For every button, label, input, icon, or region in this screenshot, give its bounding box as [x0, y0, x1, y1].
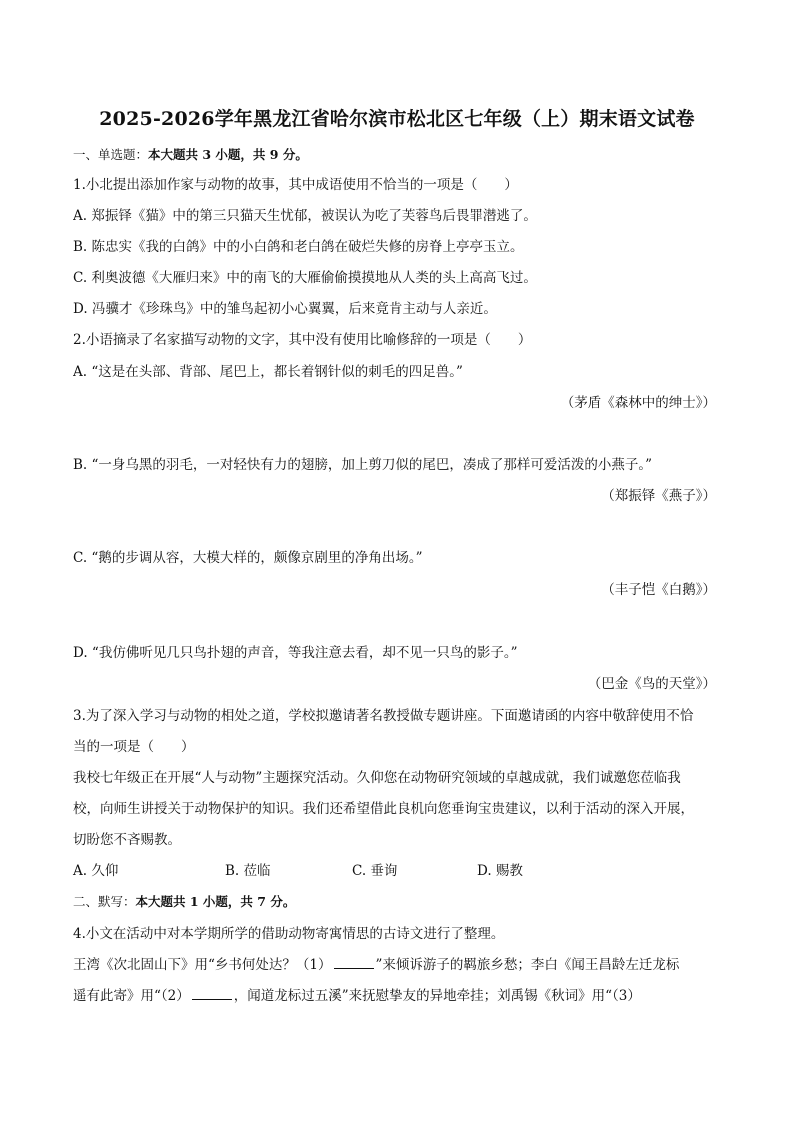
question-1-option-a: A. 郑振铎《猫》中的第三只猫天生忧郁，被误认为吃了芙蓉鸟后畏罪潜逃了。: [73, 208, 537, 224]
section-label: 二、默写：: [73, 894, 136, 909]
question-2-stem: 2.小语摘录了名家描写动物的文字，其中没有使用比喻修辞的一项是（ ）: [73, 332, 532, 348]
question-3-stem-line-1: 3.为了深入学习与动物的相处之道，学校拟邀请著名教授做专题讲座。下面邀请函的内容中敬辞使用不恰: [73, 708, 694, 724]
question-2-option-c: C. “鹅的步调从容，大模大样的，颇像京剧里的净角出场。”: [73, 550, 423, 566]
question-3-option-a: A. 久仰: [73, 863, 119, 879]
question-4-line-1: [73, 955, 721, 975]
question-2-option-d: D. “我仿佛听见几只鸟扑翅的声音，等我注意去看，却不见一只鸟的影子。”: [73, 645, 518, 661]
question-4-line-2-part-a: 遥有此寄》用“（2）: [73, 988, 190, 1004]
question-2-option-c-source: （丰子恺《白鹅》）: [601, 582, 716, 598]
question-1-option-d: D. 冯骥才《珍珠鸟》中的雏鸟起初小心翼翼，后来竟肯主动与人亲近。: [73, 301, 497, 317]
question-3-stem-line-2: 当的一项是（ ）: [73, 739, 195, 755]
question-4-line-2: [73, 986, 721, 1006]
question-4-stem: 4.小文在活动中对本学期所学的借助动物寄寓情思的古诗文进行了整理。: [73, 926, 505, 942]
question-2-option-d-source: （巴金《鸟的天堂》）: [587, 676, 716, 692]
question-3-option-d: D. 赐教: [477, 863, 523, 879]
question-4-line-1-part-b: ”来倾诉游子的羁旅乡愁；李白《闻王昌龄左迁龙标: [375, 957, 680, 973]
question-2-option-a-source: （茅盾《森林中的绅士》）: [560, 395, 716, 411]
question-2-option-b: B. “一身乌黑的羽毛，一对轻快有力的翅膀，加上剪刀似的尾巴，凑成了那样可爱活泼的小燕子。”: [73, 457, 653, 473]
question-3-option-b: B. 莅临: [225, 863, 271, 879]
question-2-option-b-source: （郑振铎《燕子》）: [601, 488, 716, 504]
question-3-passage-line-2: 校，向师生讲授关于动物保护的知识。我们还希望借此良机向您垂询宝贵建议，以利于活动的深入开展，: [73, 801, 694, 817]
section-label: 一、单选题：: [73, 147, 149, 162]
question-2-option-a: A. “这是在头部、背部、尾巴上，都长着钢针似的刺毛的四足兽。”: [73, 364, 463, 380]
section-desc: 本大题共 1 小题，共 7 分。: [135, 894, 296, 909]
question-1-option-b: B. 陈忠实《我的白鸽》中的小白鸽和老白鸽在破烂失修的房脊上亭亭玉立。: [73, 239, 524, 255]
question-3-passage-line-1: 我校七年级正在开展“人与动物”主题探究活动。久仰您在动物研究领域的卓越成就，我们诚邀您莅临我: [73, 770, 681, 786]
page-title: 2025-2026学年黑龙江省哈尔滨市松北区七年级（上）期末语文试卷: [99, 108, 695, 130]
question-4-line-2-part-b: ，闻道龙标过五溪”来抚慰挚友的异地牵挂；刘禹锡《秋词》用“（3）: [233, 988, 641, 1004]
question-4-line-1-part-a: 王湾《次北固山下》用“乡书何处达？（1）: [73, 957, 332, 973]
question-3-passage-line-3: 切盼您不吝赐教。: [73, 832, 181, 848]
question-3-option-c: C. 垂询: [352, 863, 398, 879]
answer-blank-2[interactable]: [192, 987, 232, 1000]
answer-blank-1[interactable]: [334, 956, 374, 969]
section-heading-1: [73, 145, 721, 165]
question-1-stem: 1.小北提出添加作家与动物的故事，其中成语使用不恰当的一项是（ ）: [73, 177, 518, 193]
question-1-option-c: C. 利奥波德《大雁归来》中的南飞的大雁偷偷摸摸地从人类的头上高高飞过。: [73, 270, 537, 286]
section-heading-2: [73, 892, 721, 912]
section-desc: 本大题共 3 小题，共 9 分。: [148, 147, 308, 162]
